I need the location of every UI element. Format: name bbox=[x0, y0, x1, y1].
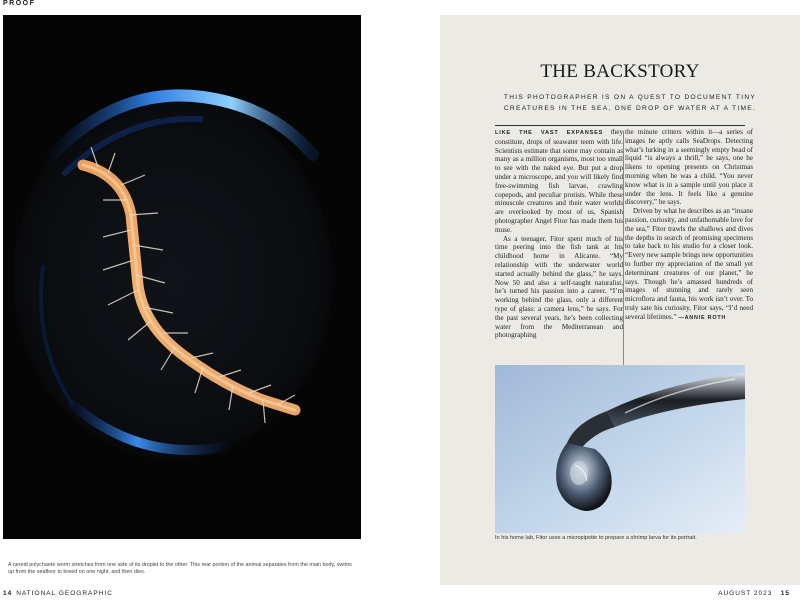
col1-paragraph-1: they constitute, drops of seawater teem with life. Scientists estimate that some may contain as many as a million organisms, most too small to see with the naked eye. But put a drop under a microscope, and you will likely find free-swimming fish larvae, crawling copepods, and peculiar protists. While these minuscule creatures and their water worlds are overlooked by most of us, Spanish photographer Angel Fitor has made them his muse. bbox=[495, 128, 623, 234]
byline: —ANNIE ROTH bbox=[678, 314, 727, 321]
right-page-number: 15 bbox=[780, 590, 790, 597]
article-title: THE BACKSTORY bbox=[540, 61, 700, 82]
article-subtitle: THIS PHOTOGRAPHER IS ON A QUEST TO DOCUMENT TINY CREATURES IN THE SEA, ONE DROP OF WATER AT A TIME. bbox=[503, 94, 757, 112]
lead-in: LIKE THE VAST EXPANSES bbox=[495, 130, 604, 136]
right-page bbox=[440, 15, 800, 585]
left-photo-caption: A nereid polychaete worm stretches from one side of its droplet to the other. This rear portion of the animal separates from the main body, swims up from the seafloor to breed on one night, and then dies. bbox=[8, 562, 352, 575]
body-column-1 bbox=[495, 128, 623, 340]
pipette-illustration bbox=[495, 365, 745, 533]
proof-label: PROOF bbox=[3, 0, 36, 7]
worm-droplet-photo bbox=[3, 15, 361, 539]
issue-date: AUGUST 2023 bbox=[718, 590, 773, 597]
pipette-photo bbox=[495, 365, 745, 533]
magazine-name: NATIONAL GEOGRAPHIC bbox=[16, 590, 113, 597]
worm-illustration bbox=[3, 15, 361, 539]
right-folio bbox=[718, 590, 794, 597]
right-photo-caption: In his home lab, Fitor uses a micropipette to prepare a shrimp larva for its portrait. bbox=[495, 535, 697, 541]
body-column-2 bbox=[625, 128, 753, 323]
col2-paragraph-2: Driven by what he describes as an “insane passion, curiosity, and unfathomable love for the sea,” Fitor trawls the shallows and dives the depths in search of promising specimens to take back to his studio for a closer look. “Every new sample brings new opportunities to further my appreciation of the small yet determinant creatures of our planet,” he says. Though he’s amassed hundreds of images of stunning and rarely seen microflora and fauna, his work isn’t over. To truly sate his curiosity, Fitor says, “I’d need several lifetimes.” bbox=[625, 207, 753, 321]
column-divider bbox=[623, 131, 624, 367]
left-folio bbox=[3, 590, 113, 597]
left-page-number: 14 bbox=[3, 590, 13, 597]
col2-paragraph-1: the minute critters within it—a series of images he aptly calls SeaDrops. Detecting what’s lurking in a seemingly empty bead of liquid “is always a thrill,” he says, one he likens to opening presents on Christmas morning when he was a child. “You never know what is in a sample until you place it under the lens. It feels like a genuine discovery,” he says. bbox=[625, 128, 753, 207]
title-rule bbox=[495, 125, 745, 126]
col1-paragraph-2: As a teenager, Fitor spent much of his time peering into the fish tank at his childhood home in Alicante. “My relationship with the underwater world started actually behind the glass,” he says. Now 50 and also a self-taught naturalist, he’s turned his passion into a career. “I’m working behind the glass, only a different type of glass: a camera lens,” he says. For the past several years, he’s been collecting water from the Mediterranean and photographing bbox=[495, 234, 623, 340]
